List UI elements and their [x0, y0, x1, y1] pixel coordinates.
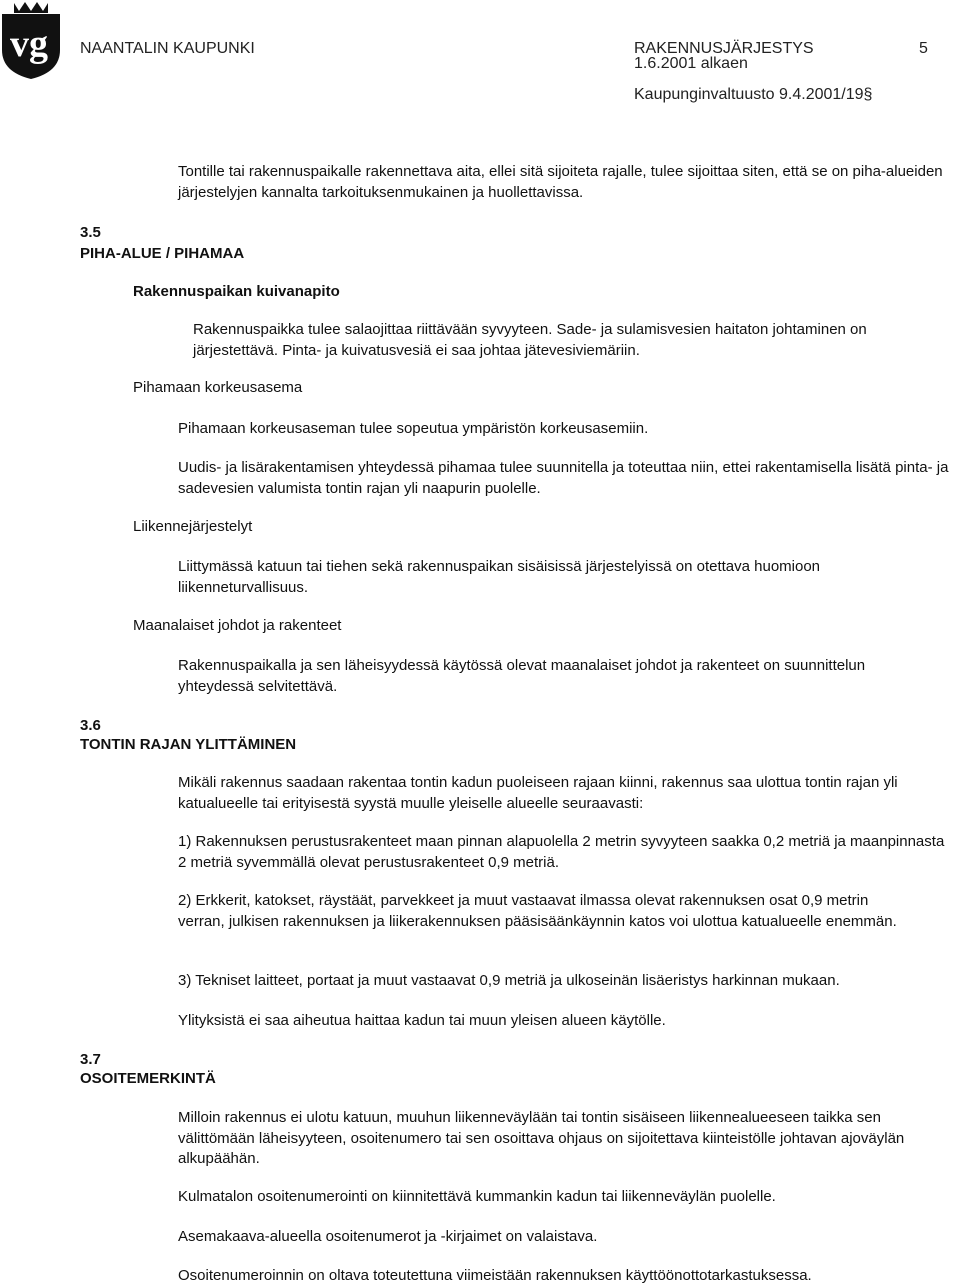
rajan-ylitys-item-3: 3) Tekniset laitteet, portaat ja muut vastaavat 0,9 metriä ja ulkoseinän lisäeristys harkinnan mukaan.: [178, 972, 840, 989]
heading-kuivanapito: Rakennuspaikan kuivanapito: [133, 283, 340, 300]
section-3-6-title: TONTIN RAJAN YLITTÄMINEN: [80, 736, 297, 753]
section-3-6-number: 3.6: [80, 717, 101, 734]
korkeusasema-text-2: Uudis- ja lisärakentamisen yhteydessä pihamaa tulee suunnitella ja toteuttaa niin, ettei rakentamisella lisätä pinta- ja sadevesien valumista tontin rajan yli naapurin puolelle.: [178, 459, 949, 497]
document-title: RAKENNUSJÄRJESTYS: [634, 40, 814, 57]
heading-liikennejarjestelyt: Liikennejärjestelyt: [133, 518, 253, 535]
heading-maanalaiset: Maanalaiset johdot ja rakenteet: [133, 617, 342, 634]
osoitemerkinta-text-2: Kulmatalon osoitenumerointi on kiinnitettävä kummankin kadun tai liikenneväylän puolelle.: [178, 1188, 776, 1205]
svg-text:vg: vg: [10, 23, 48, 65]
korkeusasema-text-1: Pihamaan korkeusaseman tulee sopeutua ympäristön korkeusasemiin.: [178, 420, 649, 437]
page-number: 5: [919, 40, 928, 57]
osoitemerkinta-text-3: Asemakaava-alueella osoitenumerot ja -kirjaimet on valaistava.: [178, 1228, 598, 1245]
osoitemerkinta-text-4: Osoitenumeroinnin on oltava toteutettuna viimeistään rakennuksen käyttöönottotarkastuksessa.: [178, 1267, 812, 1284]
municipality-name: NAANTALIN KAUPUNKI: [80, 40, 255, 57]
section-3-5-title: PIHA-ALUE / PIHAMAA: [80, 245, 245, 262]
rajan-ylitys-intro: Mikäli rakennus saadaan rakentaa tontin kadun puoleiseen rajaan kiinni, rakennus saa ulottua tontin rajan yli katualueelle tai erityisestä syystä muulle yleiselle alueelle seuraavasti:: [178, 774, 898, 812]
intro-paragraph: Tontille tai rakennuspaikalle rakennettava aita, ellei sitä sijoiteta rajalle, tulee sijoittaa siten, että se on piha-alueiden järjestelyjen kannalta tarkoituksenmukainen ja huollettavissa.: [178, 163, 943, 201]
kuivanapito-text: Rakennuspaikka tulee salaojittaa riittävään syvyyteen. Sade- ja sulamisvesien haitaton johtaminen on järjestettävä. Pinta- ja kuivatusvesiä ei saa johtaa jätevesiviemäriin.: [193, 321, 867, 359]
rajan-ylitys-item-1: 1) Rakennuksen perustusrakenteet maan pinnan alapuolella 2 metrin syvyyteen saakka 0,2 metriä ja maanpinnasta 2 metriä syvemmällä olevat perustusrakenteet 0,9 metriä.: [178, 833, 945, 871]
rajan-ylitys-note: Ylityksistä ei saa aiheutua haittaa kadun tai muun yleisen alueen käytölle.: [178, 1012, 666, 1029]
section-3-7-number: 3.7: [80, 1051, 101, 1068]
section-3-5-number: 3.5: [80, 224, 101, 241]
effective-date: 1.6.2001 alkaen: [634, 55, 748, 72]
liikennejarjestelyt-text: Liittymässä katuun tai tiehen sekä rakennuspaikan sisäisissä järjestelyissä on otettava huomioon liikenneturvallisuus.: [178, 558, 821, 596]
approval-reference: Kaupunginvaltuusto 9.4.2001/19§: [634, 86, 873, 103]
municipal-crest-logo: [0, 0, 62, 80]
rajan-ylitys-item-2: 2) Erkkerit, katokset, räystäät, parvekkeet ja muut vastaavat ilmassa olevat rakennuksen osat 0,9 metrin verran, julkisen rakennuksen ja liikerakennuksen pääsisäänkäynnin katos voi ulottua katualueelle enemmän.: [178, 892, 897, 930]
section-3-7-title: OSOITEMERKINTÄ: [80, 1070, 216, 1087]
maanalaiset-text: Rakennuspaikalla ja sen läheisyydessä käytössä olevat maanalaiset johdot ja rakenteet on suunnittelun yhteydessä selvitettävä.: [178, 657, 866, 695]
osoitemerkinta-text-1: Milloin rakennus ei ulotu katuun, muuhun liikenneväylään tai tontin sisäiseen liikennealueeseen taikka sen välittömään läheisyyteen, osoitenumero tai sen osoittava ohjaus on sijoitettava kiinteistölle johtavan ajoväylän alkupäähän.: [178, 1109, 905, 1167]
heading-korkeusasema: Pihamaan korkeusasema: [133, 379, 303, 396]
